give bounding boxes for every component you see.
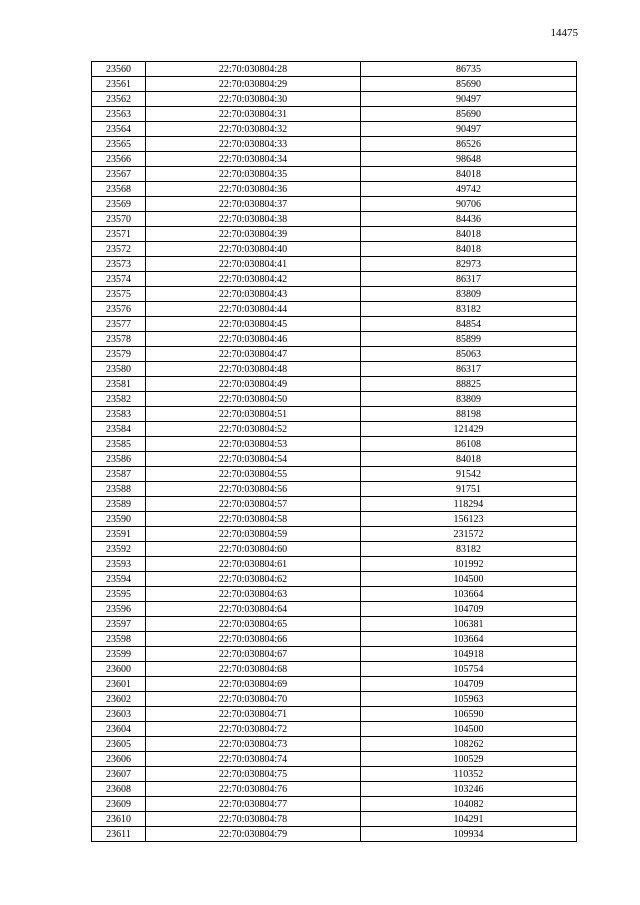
table-row [92, 212, 577, 227]
row-number-cell: 23560 [92, 62, 146, 77]
row-number-cell: 23573 [92, 257, 146, 272]
value-cell: 84018 [361, 227, 577, 242]
table-row [92, 122, 577, 137]
value-cell: 86108 [361, 437, 577, 452]
value-cell: 90497 [361, 92, 577, 107]
cadastral-number-cell: 22:70:030804:53 [146, 437, 361, 452]
table-row [92, 557, 577, 572]
row-number-cell: 23576 [92, 302, 146, 317]
row-number-cell: 23577 [92, 317, 146, 332]
row-number-cell: 23583 [92, 407, 146, 422]
row-number-cell: 23598 [92, 632, 146, 647]
cadastral-number-cell: 22:70:030804:76 [146, 782, 361, 797]
table-row [92, 587, 577, 602]
row-number-cell: 23592 [92, 542, 146, 557]
row-number-cell: 23563 [92, 107, 146, 122]
row-number-cell: 23589 [92, 497, 146, 512]
cadastral-number-cell: 22:70:030804:79 [146, 827, 361, 842]
row-number-cell: 23610 [92, 812, 146, 827]
row-number-cell: 23609 [92, 797, 146, 812]
cadastral-number-cell: 22:70:030804:47 [146, 347, 361, 362]
row-number-cell: 23588 [92, 482, 146, 497]
value-cell: 105963 [361, 692, 577, 707]
value-cell: 86317 [361, 362, 577, 377]
table-row [92, 362, 577, 377]
cadastral-number-cell: 22:70:030804:54 [146, 452, 361, 467]
table-row [92, 572, 577, 587]
value-cell: 156123 [361, 512, 577, 527]
value-cell: 88825 [361, 377, 577, 392]
value-cell: 49742 [361, 182, 577, 197]
value-cell: 118294 [361, 497, 577, 512]
row-number-cell: 23585 [92, 437, 146, 452]
table-row [92, 767, 577, 782]
row-number-cell: 23566 [92, 152, 146, 167]
value-cell: 104709 [361, 602, 577, 617]
table-row [92, 197, 577, 212]
cadastral-number-cell: 22:70:030804:36 [146, 182, 361, 197]
table-row [92, 242, 577, 257]
value-cell: 104918 [361, 647, 577, 662]
row-number-cell: 23600 [92, 662, 146, 677]
row-number-cell: 23611 [92, 827, 146, 842]
row-number-cell: 23564 [92, 122, 146, 137]
row-number-cell: 23581 [92, 377, 146, 392]
cadastral-number-cell: 22:70:030804:60 [146, 542, 361, 557]
row-number-cell: 23582 [92, 392, 146, 407]
table-row [92, 617, 577, 632]
value-cell: 84436 [361, 212, 577, 227]
table-row [92, 167, 577, 182]
cadastral-number-cell: 22:70:030804:45 [146, 317, 361, 332]
value-cell: 91542 [361, 467, 577, 482]
value-cell: 86526 [361, 137, 577, 152]
row-number-cell: 23586 [92, 452, 146, 467]
value-cell: 91751 [361, 482, 577, 497]
row-number-cell: 23575 [92, 287, 146, 302]
row-number-cell: 23578 [92, 332, 146, 347]
table-row [92, 692, 577, 707]
registry-table [91, 61, 577, 842]
cadastral-number-cell: 22:70:030804:51 [146, 407, 361, 422]
table-row [92, 407, 577, 422]
value-cell: 106381 [361, 617, 577, 632]
row-number-cell: 23584 [92, 422, 146, 437]
cadastral-number-cell: 22:70:030804:48 [146, 362, 361, 377]
table-row [92, 677, 577, 692]
cadastral-number-cell: 22:70:030804:44 [146, 302, 361, 317]
cadastral-number-cell: 22:70:030804:59 [146, 527, 361, 542]
table-row [92, 632, 577, 647]
row-number-cell: 23601 [92, 677, 146, 692]
value-cell: 103664 [361, 587, 577, 602]
row-number-cell: 23565 [92, 137, 146, 152]
table-row [92, 482, 577, 497]
table-row [92, 782, 577, 797]
row-number-cell: 23593 [92, 557, 146, 572]
row-number-cell: 23594 [92, 572, 146, 587]
table-row [92, 317, 577, 332]
cadastral-number-cell: 22:70:030804:73 [146, 737, 361, 752]
cadastral-number-cell: 22:70:030804:65 [146, 617, 361, 632]
cadastral-number-cell: 22:70:030804:72 [146, 722, 361, 737]
table-row [92, 332, 577, 347]
table-row [92, 752, 577, 767]
value-cell: 84018 [361, 452, 577, 467]
row-number-cell: 23562 [92, 92, 146, 107]
table-row [92, 422, 577, 437]
value-cell: 103664 [361, 632, 577, 647]
cadastral-number-cell: 22:70:030804:64 [146, 602, 361, 617]
cadastral-number-cell: 22:70:030804:28 [146, 62, 361, 77]
cadastral-number-cell: 22:70:030804:49 [146, 377, 361, 392]
row-number-cell: 23603 [92, 707, 146, 722]
value-cell: 82973 [361, 257, 577, 272]
value-cell: 83182 [361, 542, 577, 557]
row-number-cell: 23591 [92, 527, 146, 542]
cadastral-number-cell: 22:70:030804:55 [146, 467, 361, 482]
value-cell: 98648 [361, 152, 577, 167]
row-number-cell: 23607 [92, 767, 146, 782]
row-number-cell: 23579 [92, 347, 146, 362]
row-number-cell: 23568 [92, 182, 146, 197]
value-cell: 110352 [361, 767, 577, 782]
table-row [92, 107, 577, 122]
value-cell: 88198 [361, 407, 577, 422]
value-cell: 121429 [361, 422, 577, 437]
cadastral-number-cell: 22:70:030804:75 [146, 767, 361, 782]
cadastral-number-cell: 22:70:030804:29 [146, 77, 361, 92]
cadastral-number-cell: 22:70:030804:43 [146, 287, 361, 302]
cadastral-number-cell: 22:70:030804:74 [146, 752, 361, 767]
cadastral-number-cell: 22:70:030804:57 [146, 497, 361, 512]
table-row [92, 512, 577, 527]
table-row [92, 452, 577, 467]
value-cell: 84854 [361, 317, 577, 332]
cadastral-number-cell: 22:70:030804:42 [146, 272, 361, 287]
value-cell: 103246 [361, 782, 577, 797]
row-number-cell: 23605 [92, 737, 146, 752]
cadastral-number-cell: 22:70:030804:50 [146, 392, 361, 407]
table-row [92, 497, 577, 512]
cadastral-number-cell: 22:70:030804:31 [146, 107, 361, 122]
cadastral-number-cell: 22:70:030804:37 [146, 197, 361, 212]
cadastral-number-cell: 22:70:030804:35 [146, 167, 361, 182]
cadastral-number-cell: 22:70:030804:34 [146, 152, 361, 167]
table-row [92, 722, 577, 737]
table-row [92, 707, 577, 722]
cadastral-number-cell: 22:70:030804:71 [146, 707, 361, 722]
row-number-cell: 23604 [92, 722, 146, 737]
row-number-cell: 23574 [92, 272, 146, 287]
value-cell: 106590 [361, 707, 577, 722]
value-cell: 100529 [361, 752, 577, 767]
table-row [92, 647, 577, 662]
value-cell: 104500 [361, 572, 577, 587]
value-cell: 85063 [361, 347, 577, 362]
cadastral-number-cell: 22:70:030804:61 [146, 557, 361, 572]
table-row [92, 827, 577, 842]
row-number-cell: 23608 [92, 782, 146, 797]
value-cell: 108262 [361, 737, 577, 752]
page-number: 14475 [550, 27, 578, 39]
cadastral-number-cell: 22:70:030804:38 [146, 212, 361, 227]
table-row [92, 257, 577, 272]
row-number-cell: 23587 [92, 467, 146, 482]
cadastral-number-cell: 22:70:030804:70 [146, 692, 361, 707]
row-number-cell: 23580 [92, 362, 146, 377]
row-number-cell: 23597 [92, 617, 146, 632]
value-cell: 83182 [361, 302, 577, 317]
cadastral-number-cell: 22:70:030804:39 [146, 227, 361, 242]
row-number-cell: 23569 [92, 197, 146, 212]
table-row [92, 797, 577, 812]
cadastral-number-cell: 22:70:030804:30 [146, 92, 361, 107]
table-row [92, 347, 577, 362]
table-row [92, 392, 577, 407]
value-cell: 101992 [361, 557, 577, 572]
value-cell: 84018 [361, 167, 577, 182]
row-number-cell: 23567 [92, 167, 146, 182]
value-cell: 90706 [361, 197, 577, 212]
table-row [92, 467, 577, 482]
cadastral-number-cell: 22:70:030804:40 [146, 242, 361, 257]
cadastral-number-cell: 22:70:030804:63 [146, 587, 361, 602]
cadastral-number-cell: 22:70:030804:67 [146, 647, 361, 662]
value-cell: 109934 [361, 827, 577, 842]
table-row [92, 227, 577, 242]
row-number-cell: 23561 [92, 77, 146, 92]
table-row [92, 377, 577, 392]
value-cell: 86735 [361, 62, 577, 77]
value-cell: 85690 [361, 77, 577, 92]
table-row [92, 62, 577, 77]
table-row [92, 527, 577, 542]
value-cell: 86317 [361, 272, 577, 287]
cadastral-number-cell: 22:70:030804:41 [146, 257, 361, 272]
cadastral-number-cell: 22:70:030804:52 [146, 422, 361, 437]
table-row [92, 737, 577, 752]
cadastral-number-cell: 22:70:030804:32 [146, 122, 361, 137]
value-cell: 104082 [361, 797, 577, 812]
row-number-cell: 23595 [92, 587, 146, 602]
table-row [92, 437, 577, 452]
value-cell: 84018 [361, 242, 577, 257]
cadastral-number-cell: 22:70:030804:33 [146, 137, 361, 152]
row-number-cell: 23602 [92, 692, 146, 707]
value-cell: 104500 [361, 722, 577, 737]
table-row [92, 662, 577, 677]
cadastral-number-cell: 22:70:030804:58 [146, 512, 361, 527]
value-cell: 83809 [361, 287, 577, 302]
row-number-cell: 23570 [92, 212, 146, 227]
cadastral-number-cell: 22:70:030804:62 [146, 572, 361, 587]
row-number-cell: 23606 [92, 752, 146, 767]
cadastral-number-cell: 22:70:030804:78 [146, 812, 361, 827]
cadastral-number-cell: 22:70:030804:46 [146, 332, 361, 347]
table-row [92, 92, 577, 107]
value-cell: 104291 [361, 812, 577, 827]
value-cell: 85899 [361, 332, 577, 347]
table-body [92, 62, 577, 842]
value-cell: 105754 [361, 662, 577, 677]
table-row [92, 152, 577, 167]
value-cell: 85690 [361, 107, 577, 122]
cadastral-number-cell: 22:70:030804:69 [146, 677, 361, 692]
table-row [92, 287, 577, 302]
row-number-cell: 23596 [92, 602, 146, 617]
value-cell: 231572 [361, 527, 577, 542]
table-row [92, 272, 577, 287]
row-number-cell: 23599 [92, 647, 146, 662]
table-row [92, 182, 577, 197]
cadastral-number-cell: 22:70:030804:56 [146, 482, 361, 497]
table-row [92, 602, 577, 617]
cadastral-number-cell: 22:70:030804:68 [146, 662, 361, 677]
value-cell: 104709 [361, 677, 577, 692]
table-row [92, 812, 577, 827]
table-row [92, 542, 577, 557]
table-row [92, 77, 577, 92]
cadastral-number-cell: 22:70:030804:66 [146, 632, 361, 647]
value-cell: 90497 [361, 122, 577, 137]
value-cell: 83809 [361, 392, 577, 407]
table-row [92, 137, 577, 152]
row-number-cell: 23571 [92, 227, 146, 242]
cadastral-number-cell: 22:70:030804:77 [146, 797, 361, 812]
table-row [92, 302, 577, 317]
row-number-cell: 23572 [92, 242, 146, 257]
row-number-cell: 23590 [92, 512, 146, 527]
